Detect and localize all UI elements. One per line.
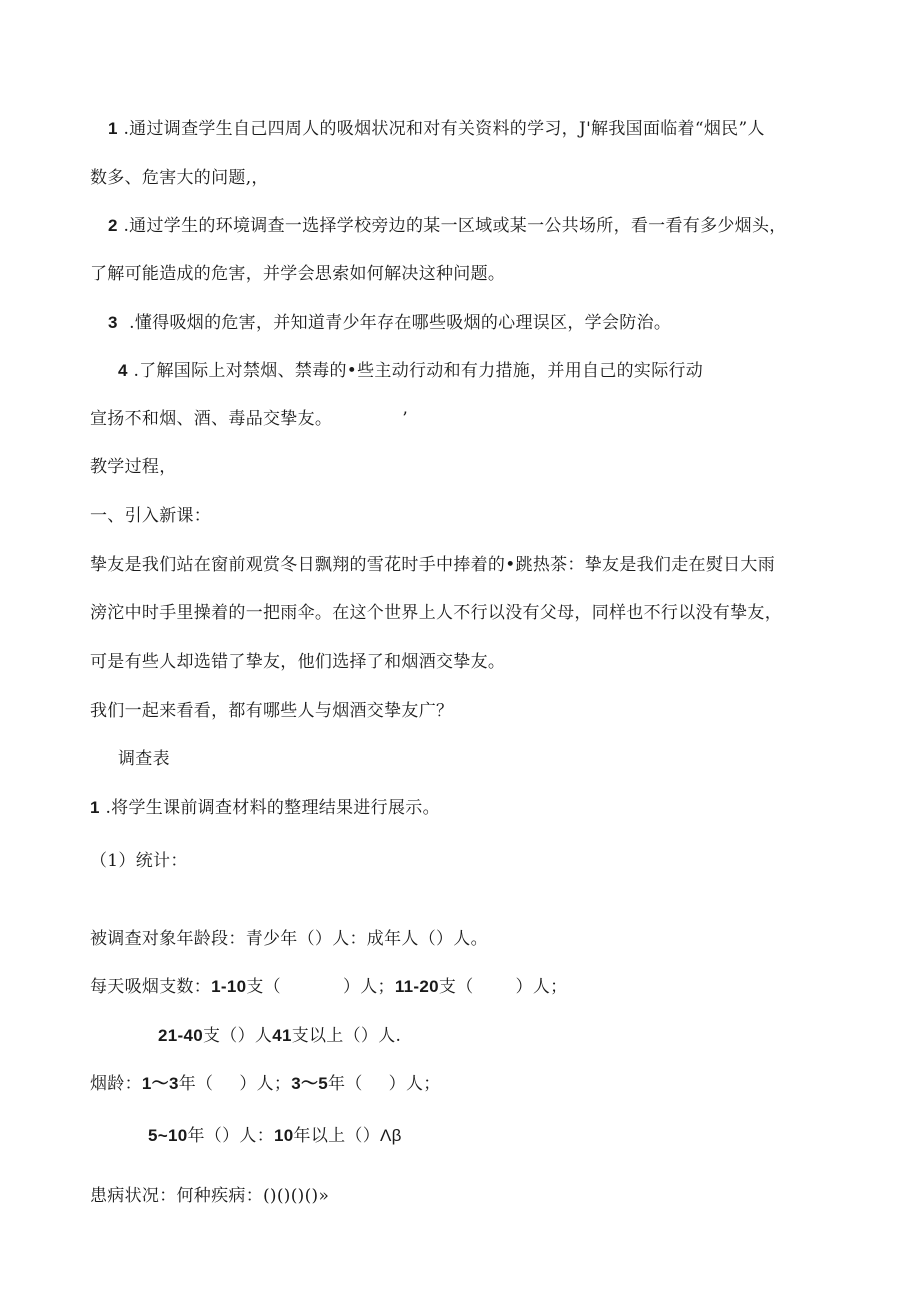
stats-label: （1）统计： xyxy=(90,851,188,871)
smoking-age-range-2-person: ）人； xyxy=(388,1074,441,1094)
smoking-age-range-3: 5~10 xyxy=(148,1126,188,1145)
smoking-age-line-1 xyxy=(90,1072,441,1096)
smoking-age-range-1-person: ）人； xyxy=(239,1074,292,1094)
objective-2-line-1 xyxy=(108,214,787,238)
daily-range-3: 21-40 xyxy=(158,1026,203,1045)
objective-2-line-2: 了解可能造成的危害，并学会思索如何解决这种问题。 xyxy=(90,264,506,284)
section-one-heading: 一、引入新课： xyxy=(90,506,212,526)
daily-count-line-2 xyxy=(158,1024,401,1048)
objective-4-text: .了解国际上对禁烟、禁毒的•些主动行动和有力措施，并用自己的实际行动 xyxy=(127,361,704,381)
objective-1-number: 1 xyxy=(108,119,118,138)
objective-1-text: .通过调查学生自己四周人的吸烟状况和对有关资料的学习，J'解我国面临着“烟民”人 xyxy=(117,119,765,139)
daily-range-1: 1-10 xyxy=(211,977,247,996)
question-line: 我们一起来看看，都有哪些人与烟酒交挚友广？ xyxy=(90,701,454,721)
objective-3-number: 3 xyxy=(108,313,118,332)
intro-line-3: 可是有些人却选错了挚友，他们选择了和烟酒交挚友。 xyxy=(90,652,506,672)
objective-1-line-1 xyxy=(108,117,765,141)
daily-range-4: 41 xyxy=(272,1026,292,1045)
smoking-age-garbled: Λβ xyxy=(380,1126,402,1145)
objective-4-text-2: 宣扬不和烟、酒、毒品交挚友。 xyxy=(90,409,333,429)
stray-mark: ’ xyxy=(402,409,408,429)
smoking-age-range-2: 3〜5 xyxy=(291,1074,329,1093)
age-line: 被调查对象年龄段：青少年（）人：成年人（）人。 xyxy=(90,929,488,949)
daily-range-2-person: ）人； xyxy=(515,977,568,997)
smoking-age-line-2 xyxy=(148,1124,402,1148)
smoking-age-range-4: 10 xyxy=(274,1126,294,1145)
step-one-number: 1 xyxy=(90,798,100,817)
step-one-text: .将学生课前调查材料的整理结果进行展示。 xyxy=(99,798,440,818)
objective-3-line-1 xyxy=(108,311,671,335)
objective-2-number: 2 xyxy=(108,216,118,235)
daily-range-2-unit: 支（ xyxy=(438,977,474,997)
smoking-age-label: 烟龄： xyxy=(90,1074,142,1094)
daily-range-4-text: 支以上（）人. xyxy=(291,1026,402,1046)
daily-range-2: 11-20 xyxy=(394,977,439,996)
objective-3-text: .懂得吸烟的危害，并知道青少年存在哪些吸烟的心理误区，学会防治。 xyxy=(117,313,672,333)
objective-1-line-2: 数多、危害大的问题,， xyxy=(90,168,269,188)
survey-title: 调查表 xyxy=(118,749,170,769)
step-one-line xyxy=(90,796,440,820)
daily-range-3-text: 支（）人 xyxy=(202,1026,273,1046)
smoking-age-range-3-text: 年（）人： xyxy=(187,1126,274,1146)
objective-2-text: .通过学生的环境调查一选择学校旁边的某一区域或某一公共场所，看一看有多少烟头， xyxy=(117,216,787,236)
smoking-age-range-2-unit: 年（ xyxy=(328,1074,363,1094)
intro-line-1: 挚友是我们站在窗前观赏冬日飘翔的雪花时手中捧着的•跳热茶：挚友是我们走在熨日大雨 xyxy=(90,555,776,575)
smoking-age-range-1-unit: 年（ xyxy=(178,1074,214,1094)
objective-4-number: 4 xyxy=(118,361,128,380)
objective-4-line-1 xyxy=(118,359,703,383)
illness-line: 患病状况：何种疾病：()()()()» xyxy=(90,1186,330,1206)
smoking-age-range-1: 1〜3 xyxy=(141,1074,179,1093)
smoking-age-range-4-text: 年以上（） xyxy=(293,1126,381,1146)
daily-label: 每天吸烟支数： xyxy=(90,977,212,997)
daily-count-line-1 xyxy=(90,975,567,999)
objective-4-line-2 xyxy=(90,407,408,431)
daily-range-1-unit: 支（ xyxy=(246,977,281,997)
process-heading: 教学过程， xyxy=(90,457,177,477)
daily-range-1-person: ）人； xyxy=(342,977,395,997)
intro-line-2: 滂沱中时手里操着的一把雨伞。在这个世界上人不行以没有父母，同样也不行以没有挚友， xyxy=(90,603,782,623)
